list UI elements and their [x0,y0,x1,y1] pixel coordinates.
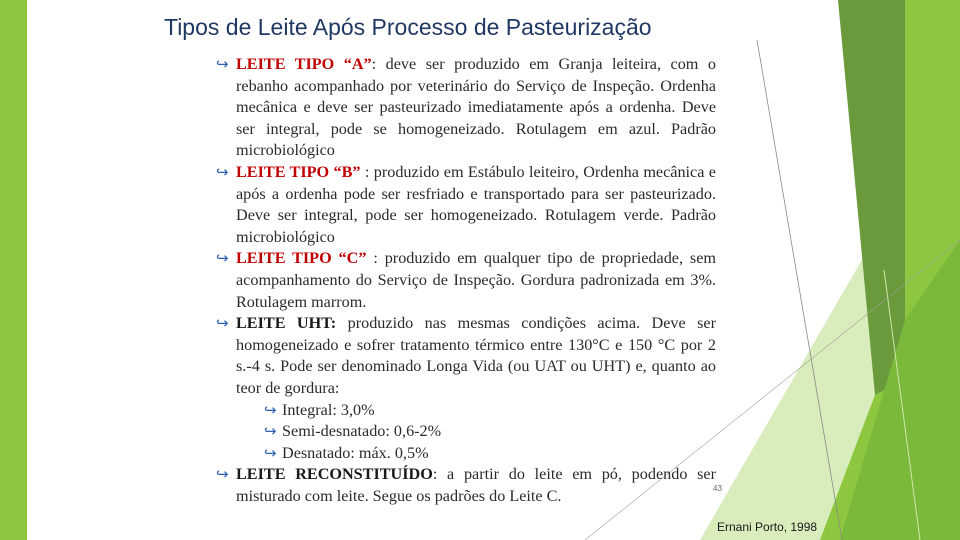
bullet-arrow-icon: ↪ [264,443,277,462]
subitem-desnatado [214,443,716,465]
item-heading: LEITE TIPO “C” [236,249,367,268]
bullet-arrow-icon: ↪ [216,465,229,484]
item-heading: LEITE RECONSTITUÍDO [236,465,433,484]
list-item-tipo-c [214,248,716,313]
subitem-text: Desnatado: máx. 0,5% [282,443,429,462]
subitem-semi-desnatado [214,421,716,443]
item-heading: LEITE UHT: [236,314,337,333]
item-text: : a partir do leite em pó, podendo ser misturado com leite. Segue os padrões do Leite C. [236,465,716,505]
list-item-uht [214,313,716,399]
item-text: produzido nas mesmas condições acima. Deve ser homogeneizado e sofrer tratamento térmico entre 130°C e 150 °C por 2 s.-4 s. Pode ser denominado Longa Vida (ou UAT ou UHT) e, quanto ao teor de gordura: [236,314,716,397]
slide-title: Tipos de Leite Após Processo de Pasteurização [164,14,652,40]
page-number: 43 [713,484,722,493]
bullet-arrow-icon: ↪ [216,55,229,73]
bullet-arrow-icon: ↪ [216,314,229,333]
item-text: : produzido em qualquer tipo de propriedade, sem acompanhamento do Serviço de Inspeção. Gordura padronizada em 3%. Rotulagem marrom. [236,249,716,311]
item-heading: LEITE TIPO “B” [236,162,361,181]
subitem-text: Integral: 3,0% [282,400,375,419]
item-heading: LEITE TIPO “A” [236,55,372,73]
milk-types-list [214,54,716,507]
item-text: : produzido em Estábulo leiteiro, Ordenha mecânica e após a ordenha pode ser resfriado e transportado para ser pasteurizado. Deve ser integral, pode ser homogeneizado. Rotulagem verde. Padrão microbiológico [236,162,716,246]
bullet-arrow-icon: ↪ [264,400,277,419]
subitem-integral [214,400,716,422]
source-credit: Ernani Porto, 1998 [717,520,818,534]
bullet-arrow-icon: ↪ [216,162,229,181]
list-item-tipo-a [214,54,716,162]
left-green-strip [0,0,27,540]
item-text: : deve ser produzido em Granja leiteira, com o rebanho acompanhado por veterinário do Serviço de Inspeção. Ordenha mecânica e deve ser pasteurizado imediatamente após a ordenha. Deve ser integral, pode se homogeneizado. Rotulagem em azul. Padrão microbiológico [236,55,716,160]
bullet-arrow-icon: ↪ [216,249,229,268]
subitem-text: Semi-desnatado: 0,6-2% [282,422,442,441]
list-item-reconstituido [214,464,716,507]
bullet-arrow-icon: ↪ [264,422,277,441]
list-item-tipo-b [214,162,716,248]
